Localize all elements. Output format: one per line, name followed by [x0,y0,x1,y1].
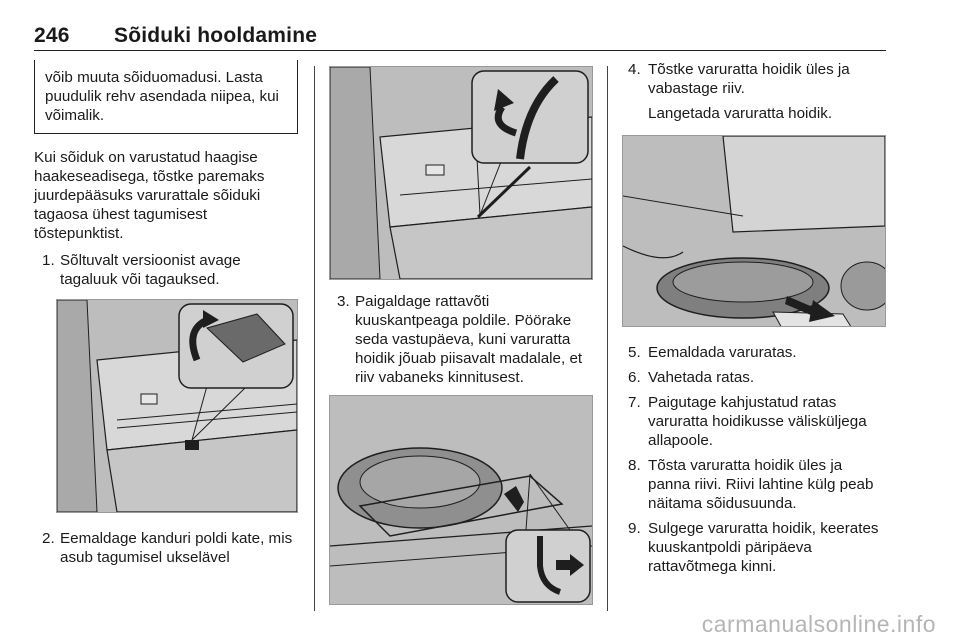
step-number: 6. [628,369,641,386]
step-number: 8. [628,457,641,474]
step-text: Paigutage kahjustatud ratas varuratta hoidikusse välisküljega allapoole. [648,394,867,449]
page-title: Sõiduki hooldamine [114,24,318,47]
column-right [622,60,888,582]
step-text: Tõstke varuratta hoidik üles ja vabastage riiv. [648,61,850,97]
step-7 [622,393,888,450]
page-header [34,22,886,51]
figure-underbody-carrier [329,395,593,605]
figure-lowered-carrier [622,135,886,327]
step-number: 4. [628,61,641,78]
step-text: Eemaldage kanduri poldi kate, mis asub tagumisel ukselävel [60,530,293,566]
step-text: Vahetada ratas. [648,369,755,386]
step-2 [34,529,298,567]
step-text: Tõsta varuratta hoidik üles ja panna riivi. Riivi lahtine külg peab näitama sõidusuunda. [648,457,874,512]
step-number: 2. [42,530,55,547]
column-divider [314,66,315,611]
warning-text: võib muuta sõiduomadusi. Lasta puudulik rehv asendada niipea, kui võimalik. [45,69,279,124]
page-number: 246 [34,24,70,47]
step-5 [622,343,888,362]
column-middle [329,60,593,605]
intro-paragraph: Kui sõiduk on varustatud haagise haakeseadisega, tõstke paremaks juurdepääsuks varurattale sõiduki tagaosa ühest tagumisest tõstepunktist. [34,149,265,242]
step-4-subtext: Langetada varuratta hoidik. [648,105,833,122]
illustration-wheel-key [330,67,592,279]
step-text: Eemaldada varuratas. [648,344,797,361]
step-number: 5. [628,344,641,361]
column-divider [607,66,608,611]
step-9 [622,519,888,576]
step-8 [622,456,888,513]
step-6 [622,368,888,387]
step-text: Paigaldage rattavõti kuuskantpeaga poldile. Pöörake seda vastupäeva, kuni varuratta hoidik jõuab piisavalt madalale, et riiv vabaneks kinnitusest. [355,293,583,386]
illustration-bolt-cover [57,300,297,512]
warning-box [34,60,298,134]
step-3 [329,292,593,387]
bolt-cover-marker [185,440,199,450]
step-number: 9. [628,520,641,537]
step-text: Sõltuvalt versioonist avage tagaluuk või tagauksed. [60,252,241,288]
figure-bolt-cover [56,299,298,513]
step-number: 1. [42,252,55,269]
step-text: Sulgege varuratta hoidik, keerates kuuskantpoldi päripäeva rattavõtmega kinni. [648,520,879,575]
watermark: carmanualsonline.info [701,611,936,637]
illustration-underbody-carrier [330,396,592,604]
figure-wheel-key [329,66,593,280]
step-1 [34,251,298,289]
step-4 [622,60,888,98]
step-number: 3. [337,293,350,310]
illustration-lowered-carrier [623,136,885,326]
step-number: 7. [628,394,641,411]
column-left [34,60,298,573]
